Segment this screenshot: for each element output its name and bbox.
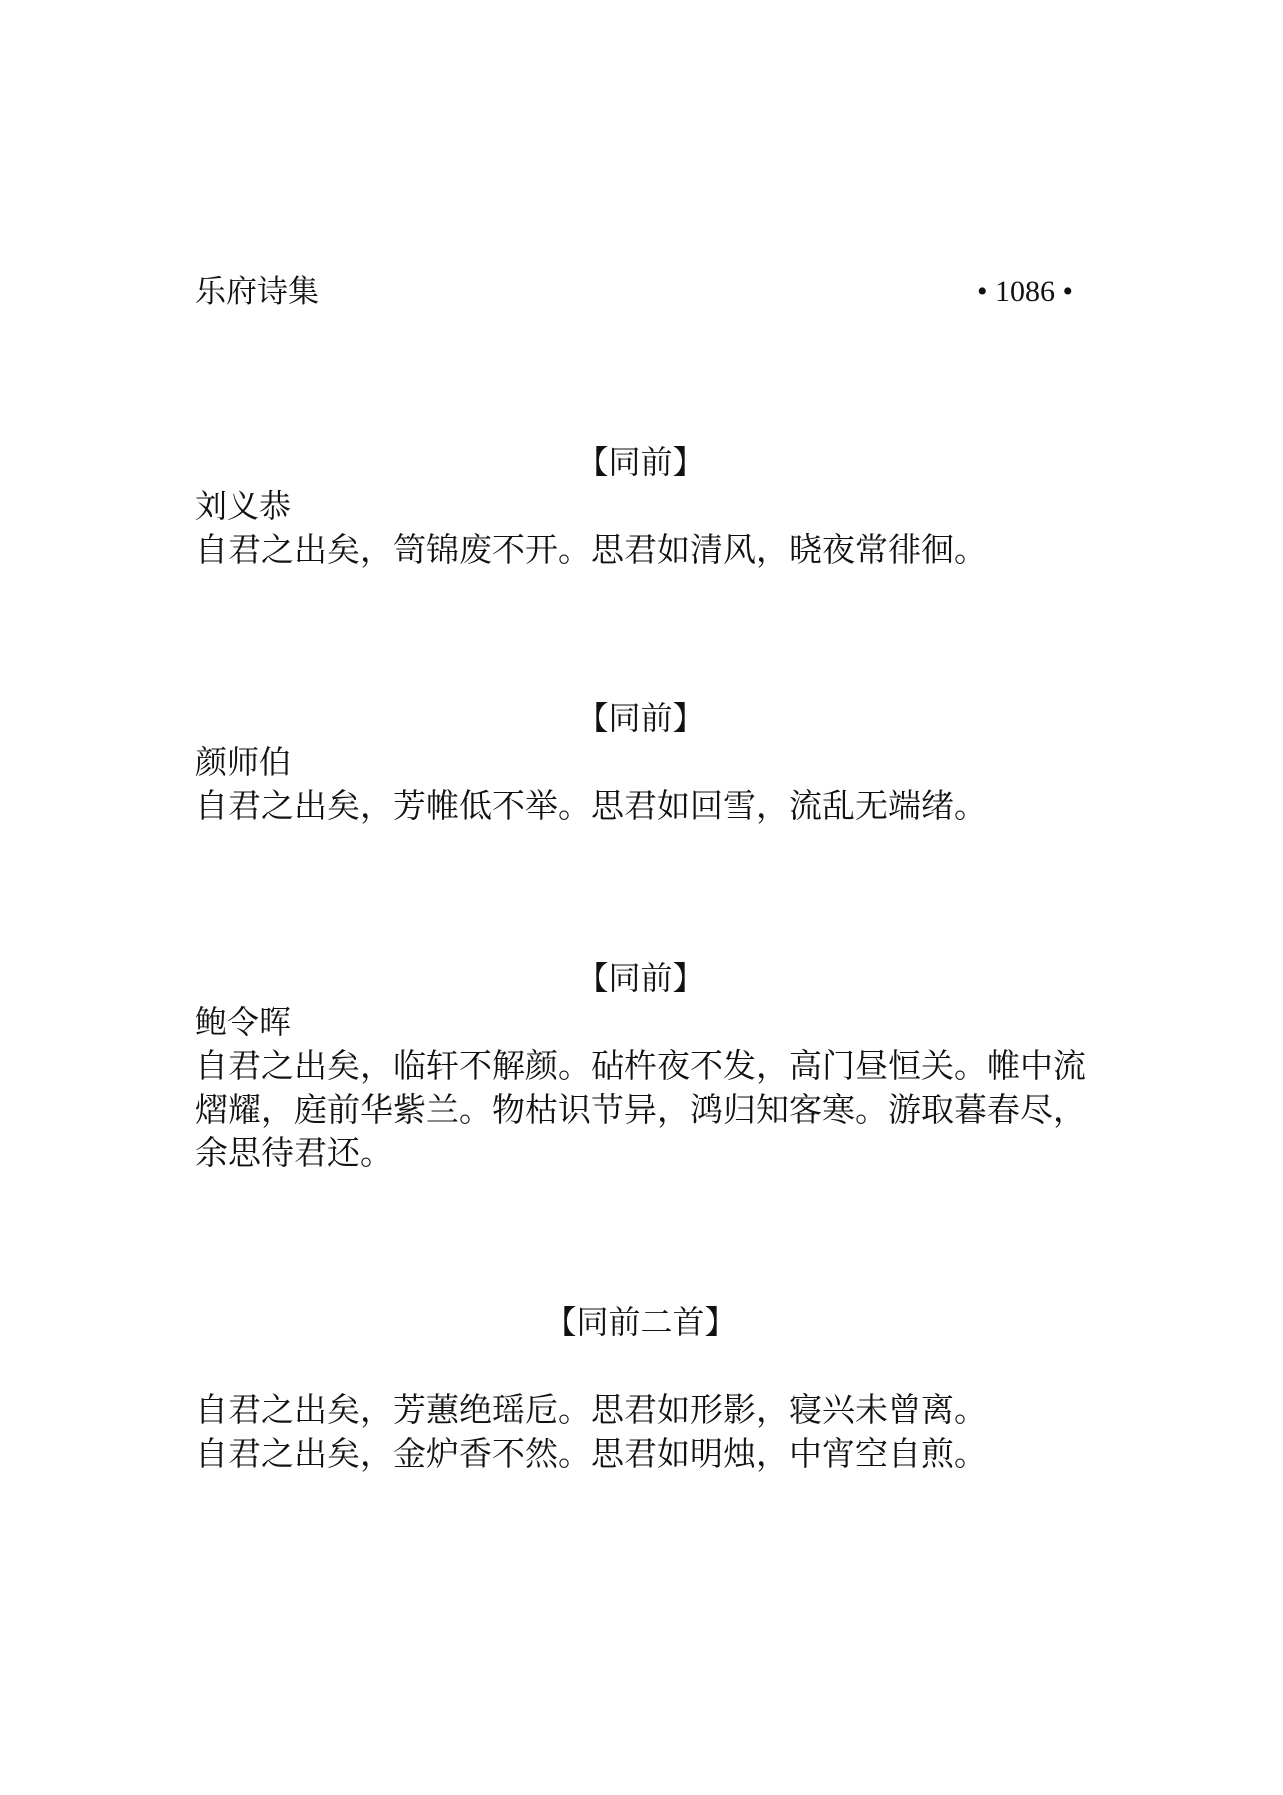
- poem-text: 自君之出矣，临轩不解颜。砧杵夜不发，高门昼恒关。帷中流熠耀，庭前华紫兰。物枯识节异，鸿归知客寒。游取暮春尽，余思待君还。: [195, 1046, 1086, 1172]
- poem-text: 自君之出矣，芳蕙绝瑶卮。思君如形影，寝兴未曾离。: [195, 1390, 987, 1429]
- poem-author: 鲍令晖: [195, 1003, 292, 1041]
- poem-text: 自君之出矣，金炉香不然。思君如明烛，中宵空自煎。: [195, 1433, 987, 1473]
- page-number: • 1086 •: [976, 275, 1073, 308]
- poem-section: [195, 956, 1095, 1175]
- poem-title: 【同前二首】: [544, 1303, 737, 1341]
- book-title: 乐府诗集: [195, 274, 319, 310]
- poem-author: 颜师伯: [195, 743, 292, 781]
- poem-section: [195, 440, 1095, 572]
- poem-title: 【同前】: [576, 959, 705, 997]
- poem-author: 刘义恭: [195, 487, 292, 525]
- poem-text: 自君之出矣，芳帷低不举。思君如回雪，流乱无端绪。: [195, 786, 987, 825]
- poem-section: [195, 1300, 1095, 1475]
- poem-title: 【同前】: [576, 699, 705, 737]
- poem-title: 【同前】: [576, 443, 705, 481]
- poem-text: 自君之出矣，笥锦废不开。思君如清风，晓夜常徘徊。: [195, 530, 987, 569]
- running-header: [195, 270, 1073, 314]
- poem-author-blank: [195, 1344, 1095, 1388]
- poem-section: [195, 696, 1095, 828]
